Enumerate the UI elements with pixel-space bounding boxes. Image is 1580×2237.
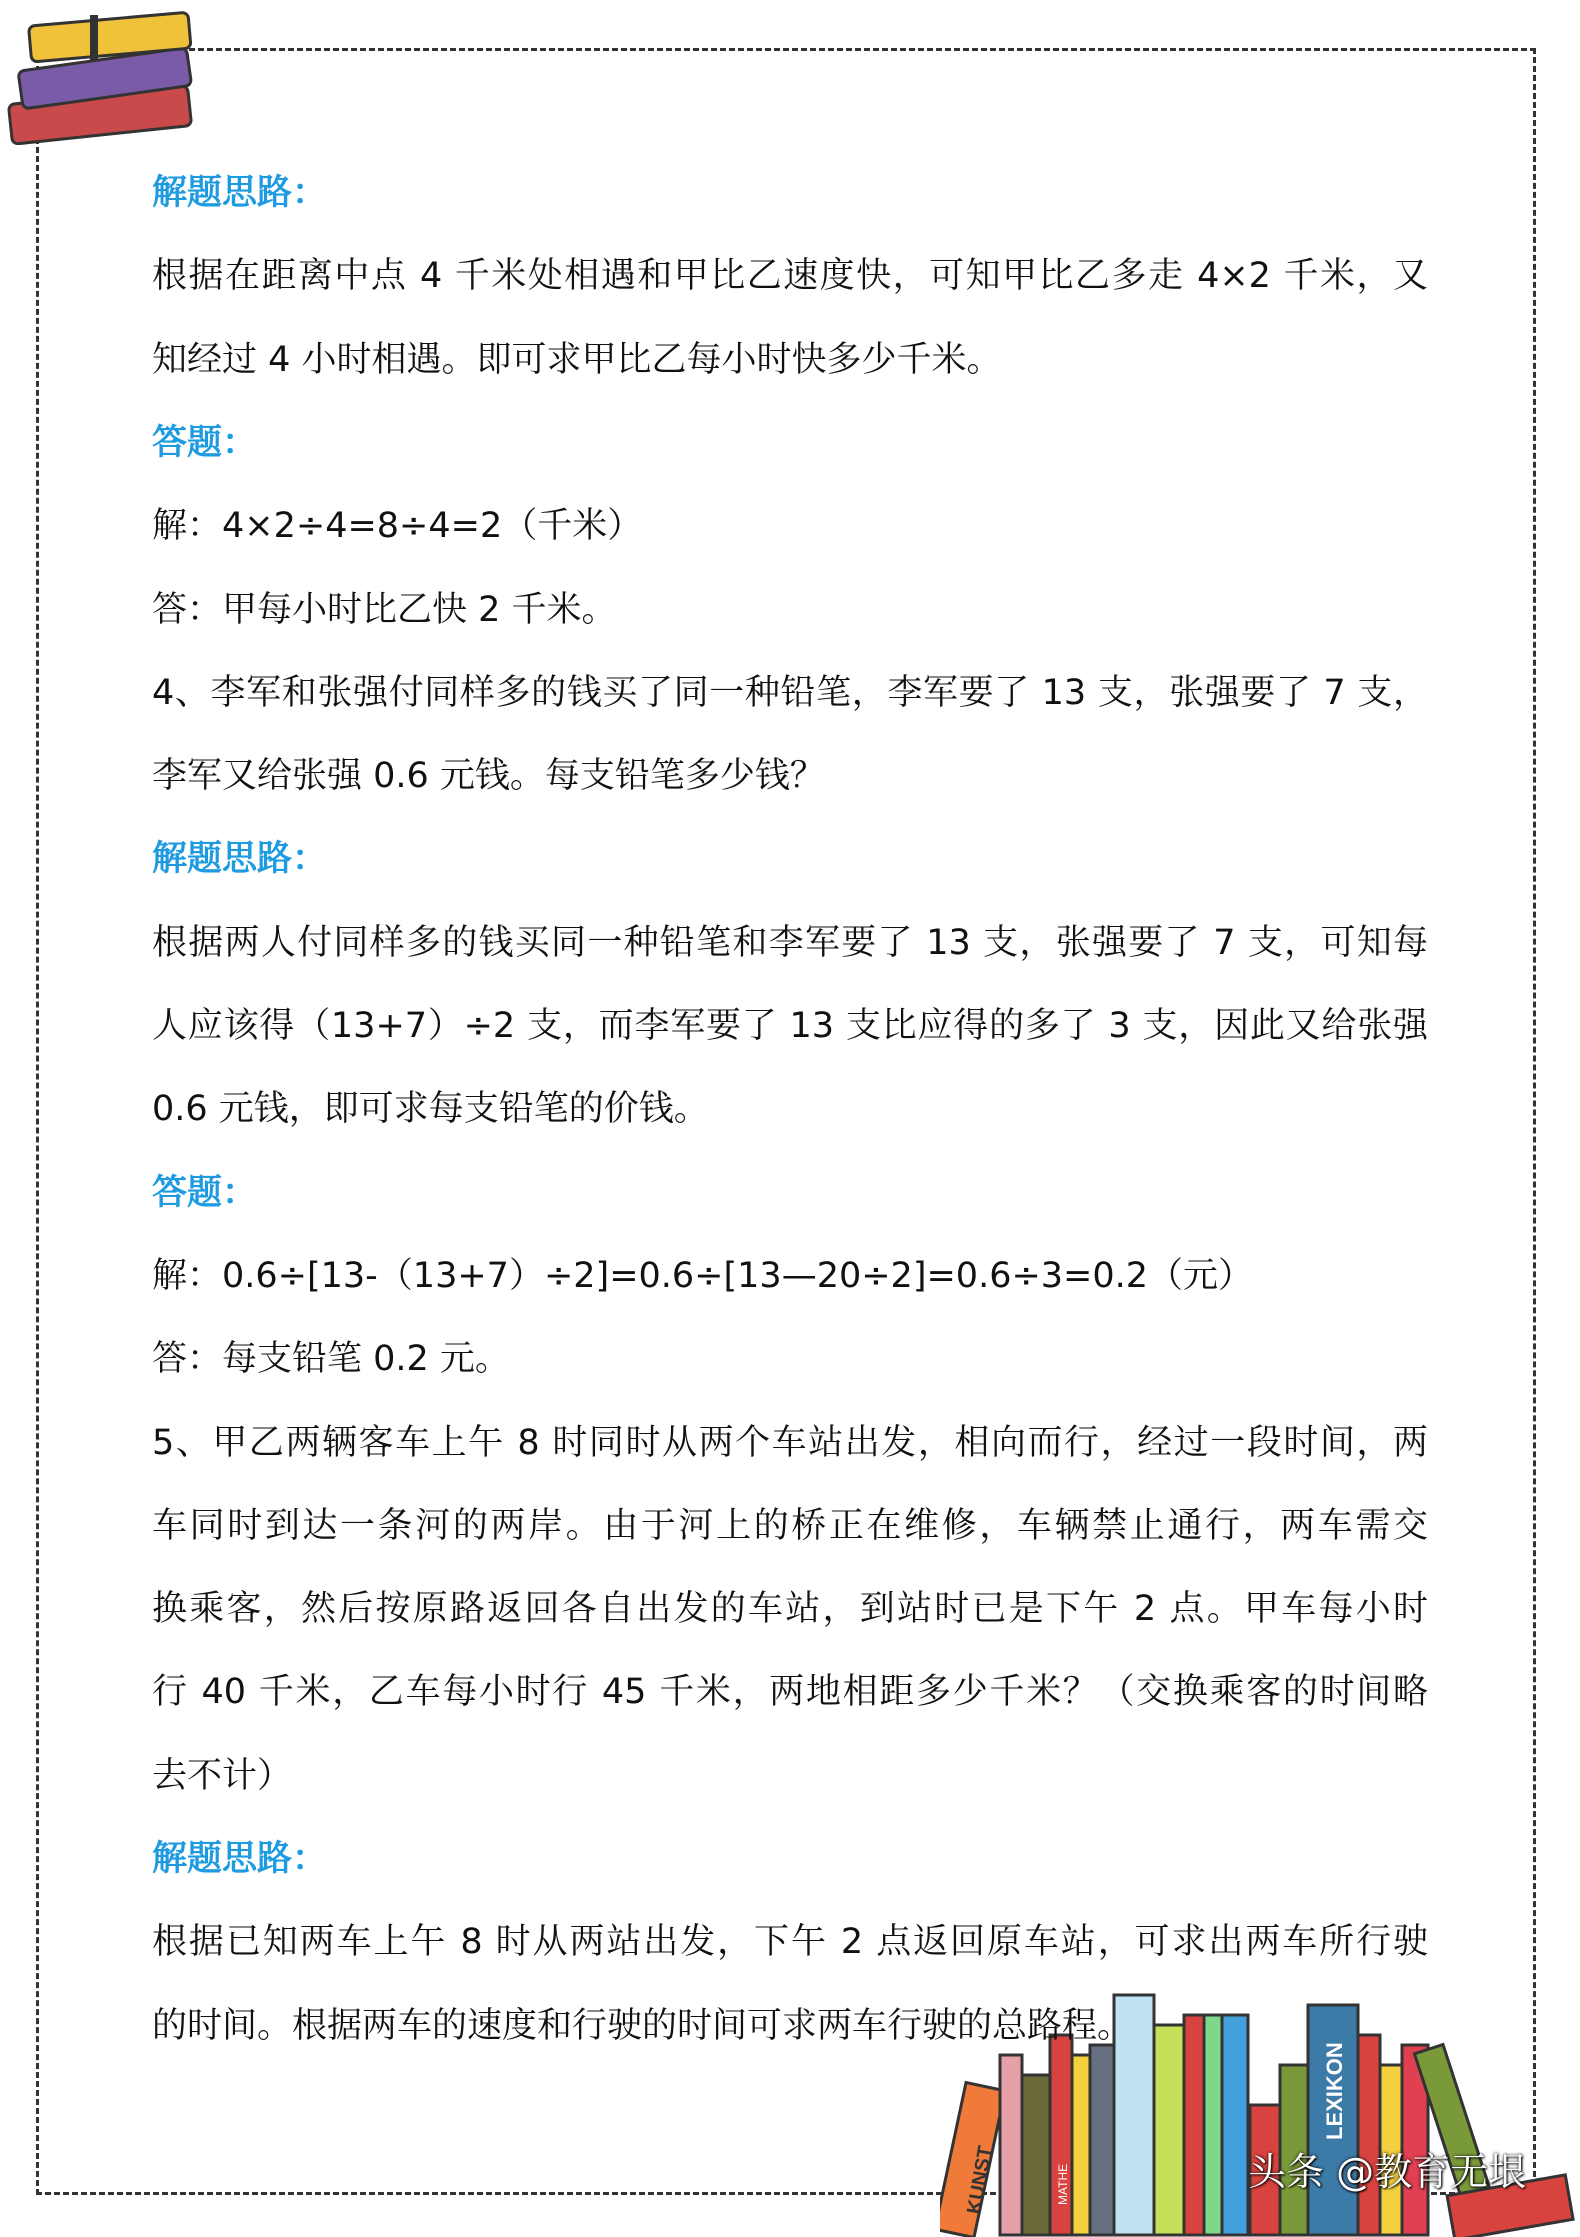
book-label-mathe: MATHE: [1056, 2163, 1070, 2205]
text-line: 答：每支铅笔 0.2 元。: [152, 1339, 510, 1380]
text-line: 的时间。根据两车的速度和行驶的时间可求两车行驶的总路程。: [152, 2005, 1133, 2046]
text-line: 车同时到达一条河的两岸。由于河上的桥正在维修，车辆禁止通行，两车需交: [152, 1505, 1428, 1546]
text-line: 解：4×2÷4=8÷4=2（千米）: [152, 506, 643, 547]
text-line: 5、甲乙两辆客车上午 8 时同时从两个车站出发，相向而行，经过一段时间，两: [152, 1422, 1428, 1463]
text-line: 0.6 元钱，即可求每支铅笔的价钱。: [152, 1089, 709, 1130]
section-heading: 答题：: [152, 422, 258, 463]
book-label-lexikon: LEXIKON: [1322, 2042, 1347, 2140]
text-line: 李军又给张强 0.6 元钱。每支铅笔多少钱？: [152, 756, 825, 797]
text-line: 行 40 千米，乙车每小时行 45 千米，两地相距多少千米？（交换乘客的时间略: [152, 1672, 1428, 1713]
text-line: 根据在距离中点 4 千米处相遇和甲比乙速度快，可知甲比乙多走 4×2 千米，又: [152, 256, 1428, 297]
watermark: 头条 @教育无垠: [1248, 2150, 1527, 2194]
text-line: 根据已知两车上午 8 时从两站出发，下午 2 点返回原车站，可求出两车所行驶: [152, 1922, 1428, 1963]
text-line: 答：甲每小时比乙快 2 千米。: [152, 589, 617, 630]
text-line: 去不计）: [152, 1755, 293, 1796]
section-heading: 解题思路：: [152, 839, 328, 880]
text-line: 根据两人付同样多的钱买同一种铅笔和李军要了 13 支，张强要了 7 支，可知每: [152, 922, 1428, 963]
section-heading: 答题：: [152, 1172, 258, 1213]
section-heading: 解题思路：: [152, 173, 328, 213]
text-line: 人应该得（13+7）÷2 支，而李军要了 13 支比应得的多了 3 支，因此又给张强: [152, 1006, 1428, 1046]
section-heading: 解题思路：: [152, 1839, 328, 1879]
text-line: 解：0.6÷[13-（13+7）÷2]=0.6÷[13—20÷2]=0.6÷3=0.2（元）: [152, 1255, 1254, 1296]
book-stack-illustration: [0, 0, 220, 145]
text-line: 换乘客，然后按原路返回各自出发的车站，到站时已是下午 2 点。甲车每小时: [152, 1589, 1428, 1630]
text-line: 知经过 4 小时相遇。即可求甲比乙每小时快多少千米。: [152, 339, 1002, 380]
text-line: 4、李军和张强付同样多的钱买了同一种铅笔，李军要了 13 支，张强要了 7 支，: [152, 672, 1428, 713]
book-label-kunst: KUNST: [963, 2144, 997, 2216]
